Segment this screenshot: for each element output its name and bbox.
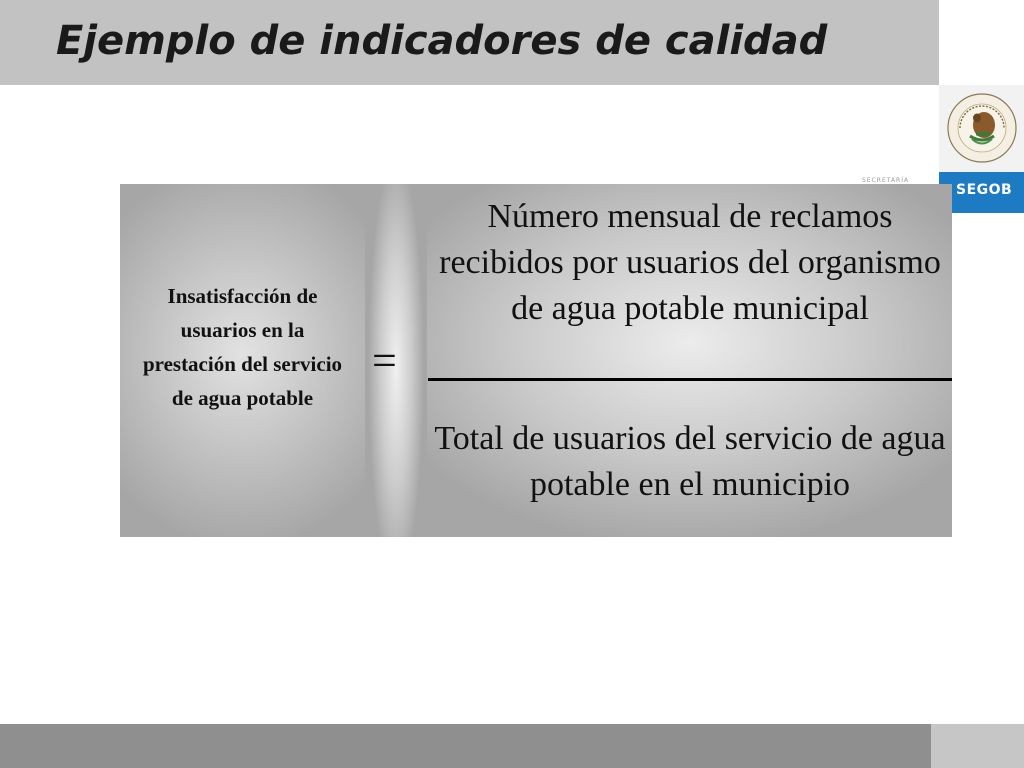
fraction-numerator: Número mensual de reclamos recibidos por usuarios del organismo de agua potable municipal (439, 198, 941, 327)
fraction-denominator: Total de usuarios del servicio de agua potable en el municipio (434, 420, 946, 503)
segob-logo-text: SEGOB (956, 182, 1013, 198)
indicator-name: Insatisfacción de usuarios en la prestación del servicio de agua potable (142, 284, 343, 410)
equals-sign: = (372, 336, 397, 385)
fraction-line (428, 378, 952, 381)
footer-bar (0, 724, 931, 768)
slide-title: Ejemplo de indicadores de calidad (56, 18, 828, 64)
footer-corner (931, 724, 1024, 768)
coat-of-arms-icon (946, 92, 1018, 164)
agency-small-text: SECRETARÍA (862, 177, 910, 184)
